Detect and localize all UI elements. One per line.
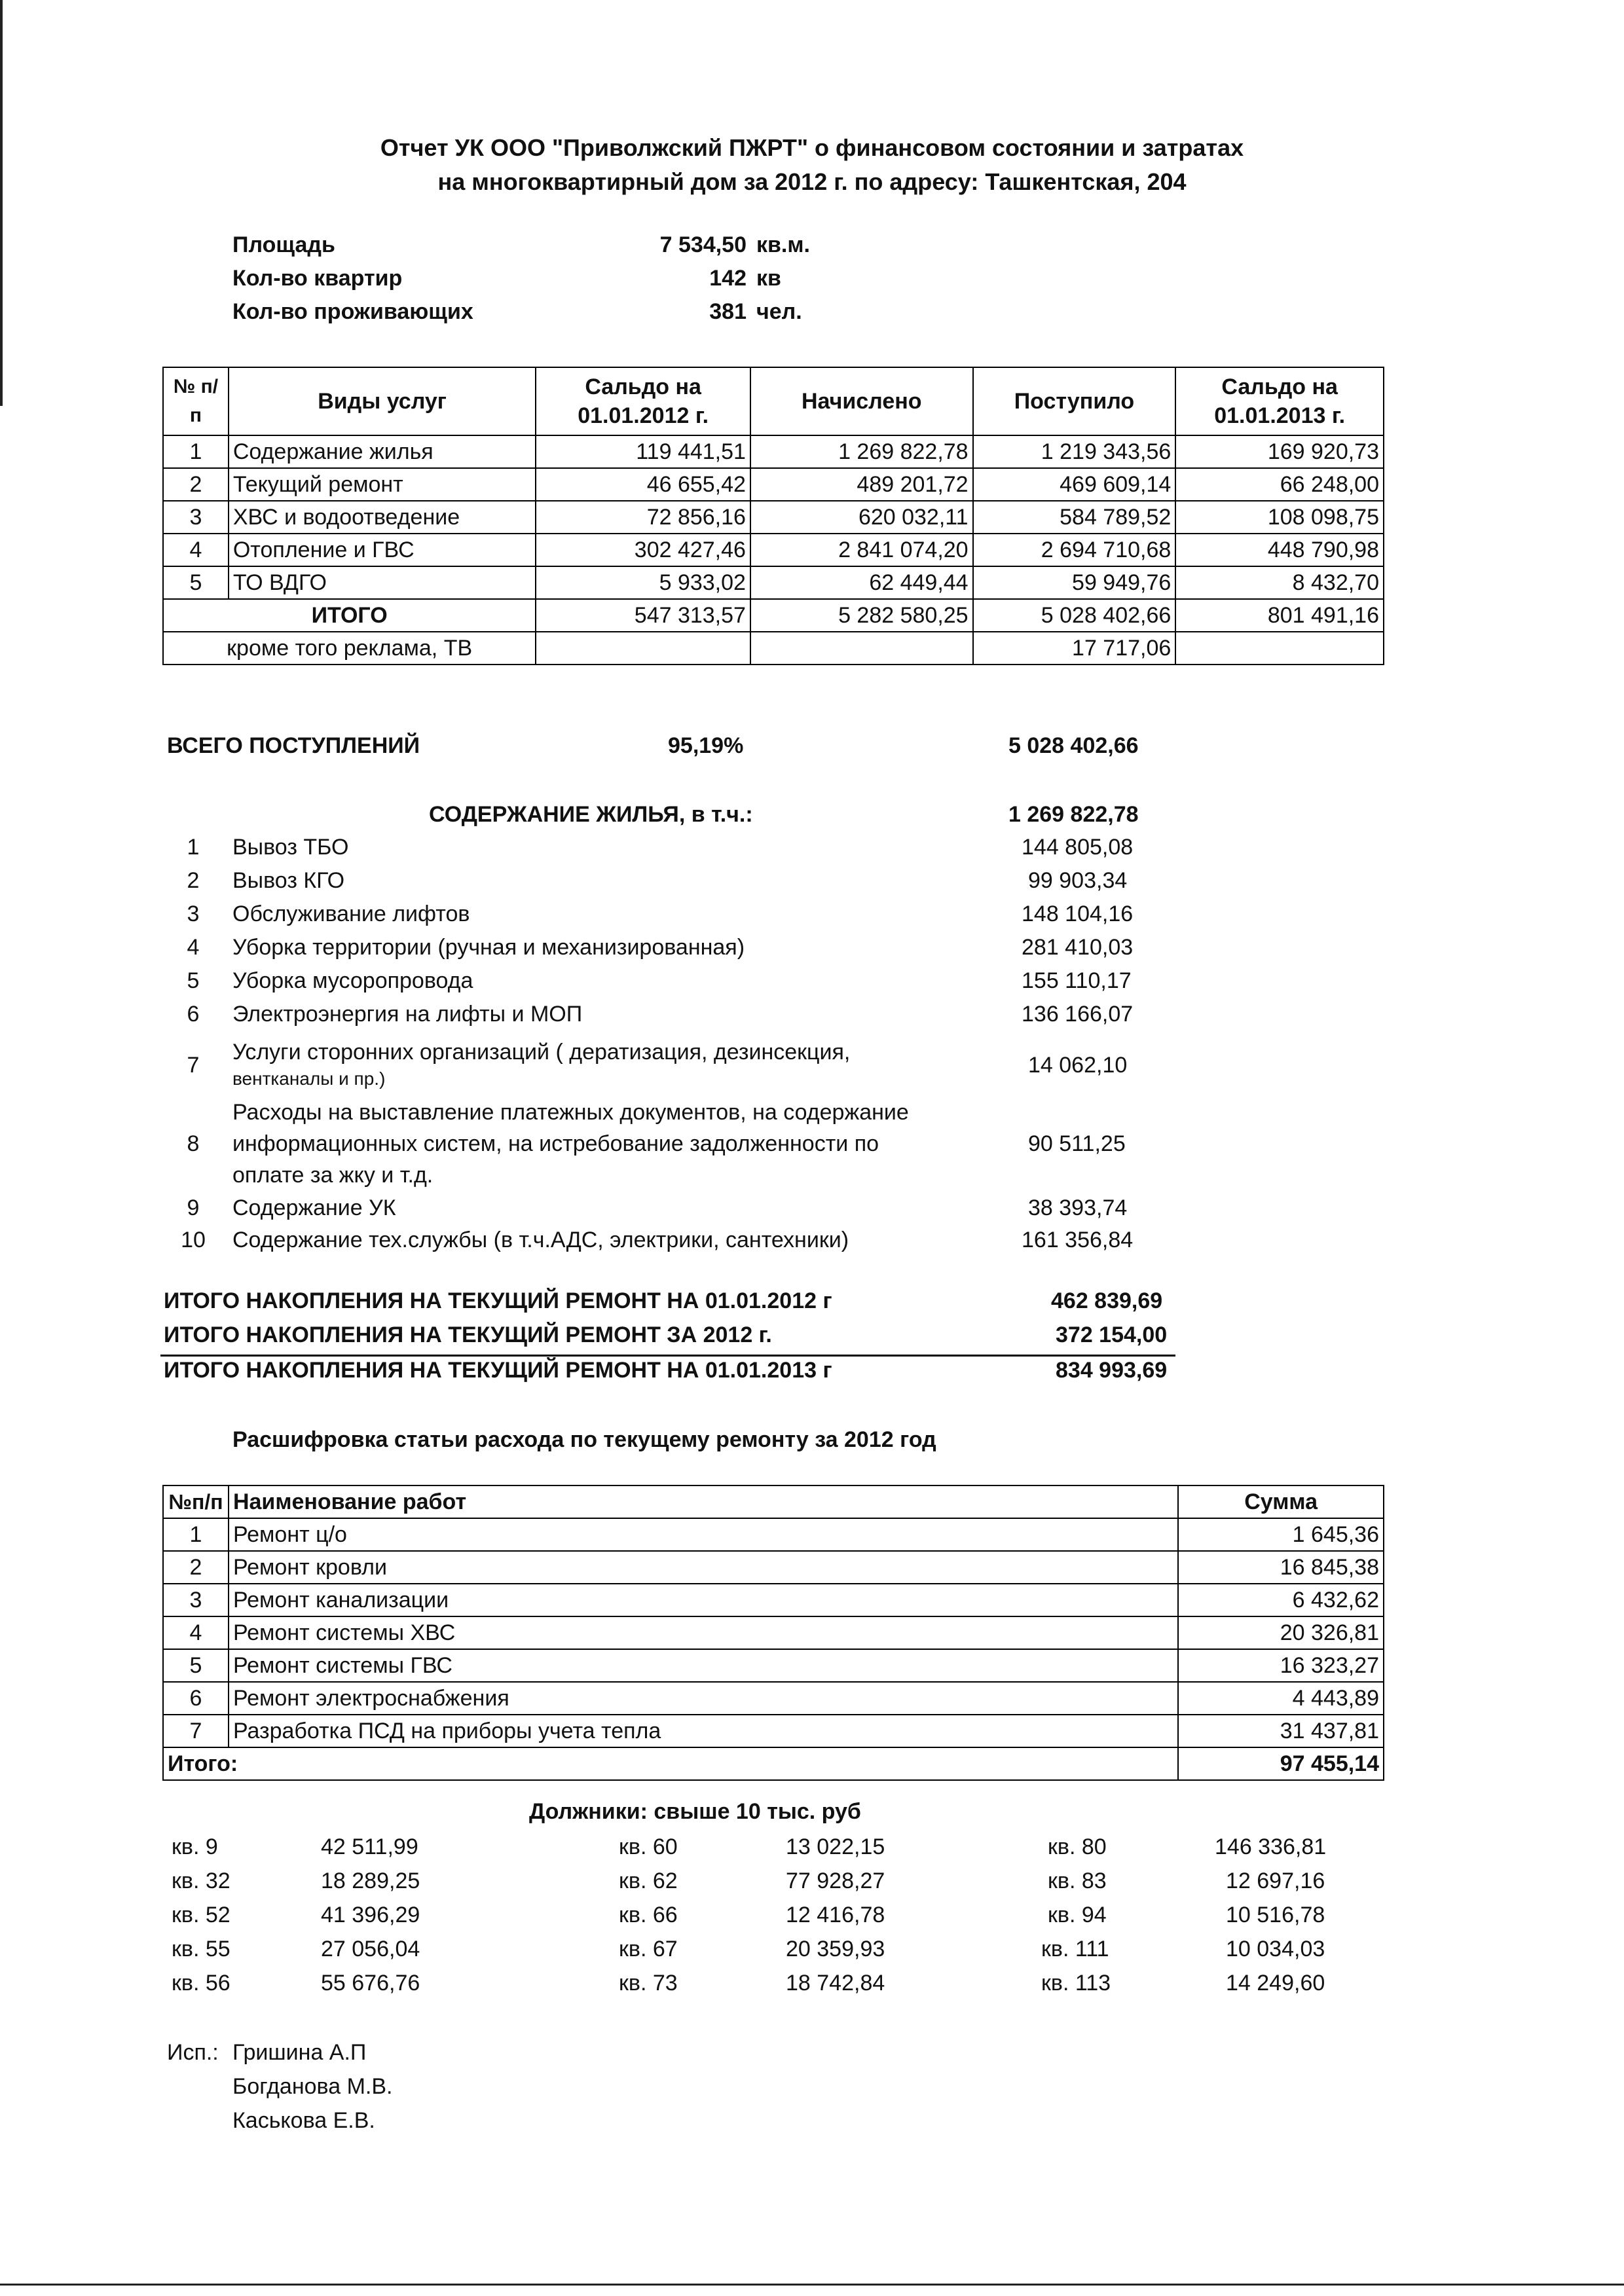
- accumulation-label-start: ИТОГО НАКОПЛЕНИЯ НА ТЕКУЩИЙ РЕМОНТ НА 01.01.2012 г: [164, 1288, 832, 1313]
- list-item-value: 155 110,17: [1022, 968, 1132, 993]
- col-header-service: Виды услуг: [229, 367, 536, 435]
- list-item-value: 14 062,10: [1028, 1053, 1128, 1078]
- row-number: 4: [163, 1616, 229, 1649]
- total-received: 5 028 402,66: [973, 599, 1176, 632]
- row-number: 7: [163, 1715, 229, 1747]
- table-row: [163, 534, 1384, 566]
- list-item-value: 148 104,16: [1022, 902, 1134, 926]
- work-sum: 16 323,27: [1178, 1649, 1384, 1682]
- list-item-value: 136 166,07: [1022, 1002, 1134, 1027]
- row-number: 3: [163, 501, 229, 534]
- accrued: 489 201,72: [750, 468, 973, 501]
- services-table: [162, 367, 1384, 665]
- total-balance-start: 547 313,57: [536, 599, 750, 632]
- debtor-sum: 10 516,78: [1226, 1903, 1325, 1927]
- list-item-number: 6: [187, 1002, 200, 1027]
- list-item-name: Содержание тех.службы (в т.ч.АДС, электрики, сантехники): [232, 1228, 849, 1252]
- debtors-heading: Должники: свыше 10 тыс. руб: [529, 1799, 861, 1824]
- balance-start: 72 856,16: [536, 501, 750, 534]
- info-value-residents: 381: [709, 299, 747, 324]
- list-item-value: 144 805,08: [1022, 835, 1134, 860]
- balance-start: 46 655,42: [536, 468, 750, 501]
- repair-total-row: [163, 1747, 1384, 1780]
- service-name: ХВС и водоотведение: [229, 501, 536, 534]
- list-item-name: Электроэнергия на лифты и МОП: [232, 1002, 583, 1027]
- received: 584 789,52: [973, 501, 1176, 534]
- list-item-name: Содержание УК: [232, 1195, 396, 1220]
- total-balance-end: 801 491,16: [1175, 599, 1384, 632]
- list-item-name: Обслуживание лифтов: [232, 902, 470, 926]
- row-number: 5: [163, 1649, 229, 1682]
- work-name: Ремонт ц/о: [229, 1518, 1178, 1551]
- services-total-row: [163, 599, 1384, 632]
- row-number: 1: [163, 435, 229, 468]
- balance-end: 8 432,70: [1175, 566, 1384, 599]
- service-name: ТО ВДГО: [229, 566, 536, 599]
- work-name: Ремонт электроснабжения: [229, 1682, 1178, 1715]
- extra-received: 17 717,06: [973, 632, 1176, 665]
- total-label: ИТОГО: [163, 599, 536, 632]
- col-header-balance-end: Сальдо на 01.01.2013 г.: [1175, 367, 1384, 435]
- accumulation-label-year: ИТОГО НАКОПЛЕНИЯ НА ТЕКУЩИЙ РЕМОНТ ЗА 2012 г.: [164, 1322, 772, 1347]
- info-label-apartments: Кол-во квартир: [232, 266, 403, 291]
- total-accrued: 5 282 580,25: [750, 599, 973, 632]
- balance-end: 169 920,73: [1175, 435, 1384, 468]
- list-item-number: 10: [181, 1228, 206, 1252]
- received: 469 609,14: [973, 468, 1176, 501]
- balance-start: 5 933,02: [536, 566, 750, 599]
- col-header-sum: Сумма: [1178, 1485, 1384, 1518]
- work-sum: 20 326,81: [1178, 1616, 1384, 1649]
- debtor-apartment: кв. 60: [619, 1834, 678, 1859]
- accrued: 620 032,11: [750, 501, 973, 534]
- list-item-number: 5: [187, 968, 200, 993]
- executors-label: Исп.:: [167, 2040, 219, 2065]
- executor-name: Каськова Е.В.: [232, 2108, 375, 2133]
- accumulation-label-end: ИТОГО НАКОПЛЕНИЯ НА ТЕКУЩИЙ РЕМОНТ НА 01.01.2013 г: [164, 1358, 832, 1383]
- accumulation-value-year: 372 154,00: [1056, 1322, 1168, 1347]
- table-row: [163, 1649, 1384, 1682]
- list-item-name: Уборка территории (ручная и механизированная): [232, 935, 745, 960]
- list-item-value: 99 903,34: [1028, 868, 1128, 893]
- balance-end: 448 790,98: [1175, 534, 1384, 566]
- work-name: Ремонт кровли: [229, 1551, 1178, 1584]
- debtor-sum: 12 697,16: [1226, 1868, 1325, 1893]
- debtor-apartment: кв. 111: [1041, 1937, 1109, 1961]
- table-row: [163, 566, 1384, 599]
- col-header-work-name: Наименование работ: [229, 1485, 1178, 1518]
- col-header-accrued: Начислено: [750, 367, 973, 435]
- table-row: [163, 1715, 1384, 1747]
- list-item-name: Расходы на выставление платежных документов, на содержание: [232, 1100, 909, 1125]
- debtor-sum: 41 396,29: [321, 1903, 420, 1927]
- info-unit-apartments: кв: [756, 266, 781, 291]
- scan-bottom-line: [0, 2284, 1624, 2286]
- empty-cell: [1175, 632, 1384, 665]
- debtor-apartment: кв. 32: [172, 1868, 231, 1893]
- service-name: Отопление и ГВС: [229, 534, 536, 566]
- debtor-sum: 77 928,27: [786, 1868, 885, 1893]
- list-item-name: Вывоз ТБО: [232, 835, 349, 860]
- work-sum: 4 443,89: [1178, 1682, 1384, 1715]
- debtor-apartment: кв. 52: [172, 1903, 231, 1927]
- list-item-name: Уборка мусоропровода: [232, 968, 473, 993]
- debtor-apartment: кв. 66: [619, 1903, 678, 1927]
- total-receipts-percent: 95,19%: [668, 733, 744, 758]
- executor-name: Гришина А.П: [232, 2040, 367, 2065]
- debtor-apartment: кв. 55: [172, 1937, 231, 1961]
- row-number: 4: [163, 534, 229, 566]
- debtor-apartment: кв. 9: [172, 1834, 218, 1859]
- list-item-number: 4: [187, 935, 200, 960]
- repair-total-label: Итого:: [163, 1747, 1178, 1780]
- list-item-number: 1: [187, 835, 200, 860]
- repair-header-row: [163, 1485, 1384, 1518]
- table-row: [163, 1518, 1384, 1551]
- col-header-balance-start: Сальдо на 01.01.2012 г.: [536, 367, 750, 435]
- work-name: Ремонт системы ГВС: [229, 1649, 1178, 1682]
- balance-start: 119 441,51: [536, 435, 750, 468]
- work-sum: 1 645,36: [1178, 1518, 1384, 1551]
- info-unit-area: кв.м.: [756, 232, 810, 257]
- work-name: Ремонт системы ХВС: [229, 1616, 1178, 1649]
- list-item-number: 7: [187, 1053, 200, 1078]
- list-item-number: 3: [187, 902, 200, 926]
- list-item-number: 9: [187, 1195, 200, 1220]
- debtor-sum: 14 249,60: [1226, 1971, 1325, 1995]
- received: 2 694 710,68: [973, 534, 1176, 566]
- debtor-apartment: кв. 62: [619, 1868, 678, 1893]
- services-header-row: [163, 367, 1384, 435]
- debtor-sum: 146 336,81: [1215, 1834, 1327, 1859]
- scan-edge-line: [0, 0, 3, 406]
- col-header-received: Поступило: [973, 367, 1176, 435]
- work-sum: 16 845,38: [1178, 1551, 1384, 1584]
- maintenance-total: 1 269 822,78: [1008, 802, 1139, 827]
- work-sum: 6 432,62: [1178, 1584, 1384, 1616]
- table-row: [163, 501, 1384, 534]
- debtor-apartment: кв. 73: [619, 1971, 678, 1995]
- debtor-sum: 12 416,78: [786, 1903, 885, 1927]
- report-title-line1: Отчет УК ООО "Приволжский ПЖРТ" о финансовом состоянии и затратах: [380, 134, 1244, 161]
- received: 59 949,76: [973, 566, 1176, 599]
- list-item-value: 90 511,25: [1028, 1131, 1126, 1156]
- list-item-number: 8: [187, 1131, 200, 1156]
- debtor-sum: 55 676,76: [321, 1971, 420, 1995]
- repair-total-sum: 97 455,14: [1178, 1747, 1384, 1780]
- row-number: 5: [163, 566, 229, 599]
- debtor-sum: 20 359,93: [786, 1937, 885, 1961]
- accrued: 2 841 074,20: [750, 534, 973, 566]
- info-unit-residents: чел.: [756, 299, 802, 324]
- table-row: [163, 1584, 1384, 1616]
- repair-heading: Расшифровка статьи расхода по текущему ремонту за 2012 год: [232, 1427, 936, 1452]
- work-name: Разработка ПСД на приборы учета тепла: [229, 1715, 1178, 1747]
- accumulation-value-end: 834 993,69: [1056, 1358, 1168, 1383]
- list-item-name: Услуги сторонних организаций ( дератизация, дезинсекция,: [232, 1040, 851, 1065]
- list-item-name-cont: вентканалы и пр.): [232, 1068, 386, 1089]
- row-number: 6: [163, 1682, 229, 1715]
- debtor-apartment: кв. 83: [1048, 1868, 1107, 1893]
- row-number: 1: [163, 1518, 229, 1551]
- debtor-apartment: кв. 56: [172, 1971, 231, 1995]
- table-row: [163, 1682, 1384, 1715]
- services-extra-row: [163, 632, 1384, 665]
- list-item-value: 161 356,84: [1022, 1228, 1134, 1252]
- debtor-sum: 18 742,84: [786, 1971, 885, 1995]
- total-receipts-value: 5 028 402,66: [1008, 733, 1139, 758]
- table-row: [163, 1551, 1384, 1584]
- table-row: [163, 435, 1384, 468]
- col-header-number: № п/п: [163, 367, 229, 435]
- info-label-area: Площадь: [232, 232, 335, 257]
- executor-name: Богданова М.В.: [232, 2074, 393, 2099]
- extra-label: кроме того реклама, ТВ: [163, 632, 536, 665]
- debtor-apartment: кв. 113: [1041, 1971, 1111, 1995]
- info-label-residents: Кол-во проживающих: [232, 299, 473, 324]
- debtor-apartment: кв. 67: [619, 1937, 678, 1961]
- row-number: 2: [163, 1551, 229, 1584]
- debtor-apartment: кв. 94: [1048, 1903, 1107, 1927]
- list-item-name-cont: информационных систем, на истребование задолженности по: [232, 1131, 879, 1156]
- service-name: Содержание жилья: [229, 435, 536, 468]
- table-row: [163, 1616, 1384, 1649]
- accrued: 1 269 822,78: [750, 435, 973, 468]
- debtor-sum: 18 289,25: [321, 1868, 420, 1893]
- list-item-number: 2: [187, 868, 200, 893]
- work-name: Ремонт канализации: [229, 1584, 1178, 1616]
- debtor-apartment: кв. 80: [1048, 1834, 1107, 1859]
- repair-table: [162, 1485, 1384, 1781]
- info-value-area: 7 534,50: [659, 232, 747, 257]
- empty-cell: [750, 632, 973, 665]
- list-item-name-cont: оплате за жку и т.д.: [232, 1163, 434, 1188]
- list-item-value: 281 410,03: [1022, 935, 1134, 960]
- row-number: 2: [163, 468, 229, 501]
- balance-start: 302 427,46: [536, 534, 750, 566]
- debtor-sum: 27 056,04: [321, 1937, 420, 1961]
- total-receipts-label: ВСЕГО ПОСТУПЛЕНИЙ: [167, 733, 420, 758]
- debtor-sum: 13 022,15: [786, 1834, 885, 1859]
- table-row: [163, 468, 1384, 501]
- accumulation-value-start: 462 839,69: [1051, 1288, 1163, 1313]
- accumulation-divider: [160, 1355, 1175, 1357]
- info-value-apartments: 142: [709, 266, 747, 291]
- report-title-line2: на многоквартирный дом за 2012 г. по адресу: Ташкентская, 204: [437, 168, 1187, 195]
- work-sum: 31 437,81: [1178, 1715, 1384, 1747]
- balance-end: 108 098,75: [1175, 501, 1384, 534]
- col-header-number: №п/п: [163, 1485, 229, 1518]
- service-name: Текущий ремонт: [229, 468, 536, 501]
- list-item-value: 38 393,74: [1028, 1195, 1128, 1220]
- maintenance-heading: СОДЕРЖАНИЕ ЖИЛЬЯ, в т.ч.:: [429, 802, 753, 827]
- debtor-sum: 10 034,03: [1226, 1937, 1325, 1961]
- empty-cell: [536, 632, 750, 665]
- balance-end: 66 248,00: [1175, 468, 1384, 501]
- accrued: 62 449,44: [750, 566, 973, 599]
- row-number: 3: [163, 1584, 229, 1616]
- received: 1 219 343,56: [973, 435, 1176, 468]
- list-item-name: Вывоз КГО: [232, 868, 345, 893]
- debtor-sum: 42 511,99: [321, 1834, 418, 1859]
